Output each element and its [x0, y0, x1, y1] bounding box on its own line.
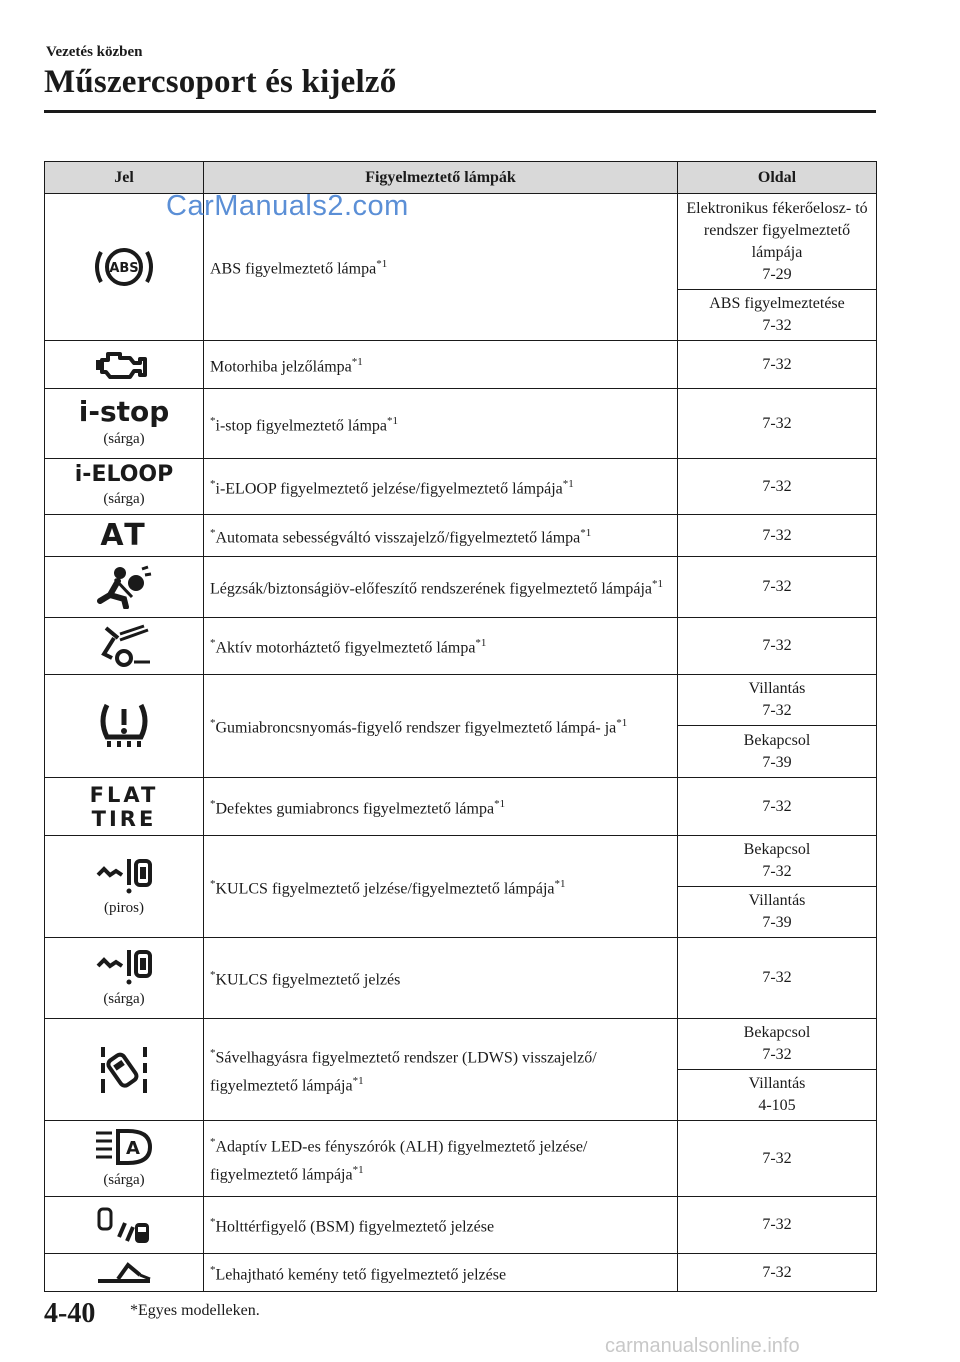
page-reference: Bekapcsol 7-32	[678, 836, 877, 887]
flat-tire-icon: FLAT TIRE	[89, 782, 159, 831]
blind-spot-icon	[95, 1205, 153, 1245]
table-row	[45, 1254, 877, 1292]
page-reference: 7-32	[678, 1121, 877, 1197]
table-row	[45, 778, 877, 836]
watermark-text: CarManuals2.com	[166, 190, 409, 222]
lamp-description: *Automata sebességváltó visszajelző/figyelmeztető lámpa$^{*1}$	[204, 515, 678, 557]
page-reference: Bekapcsol 7-39	[678, 726, 877, 778]
symbol-cell	[45, 618, 204, 675]
symbol-cell	[45, 389, 204, 459]
lamp-description: *Defektes gumiabroncs figyelmeztető lámpa$^{*1}$	[204, 778, 678, 836]
page-reference: Elektronikus fékerőelosz- tó rendszer figyelmeztető lámpája 7-29	[678, 194, 877, 290]
table-row	[45, 557, 877, 618]
lamp-description: *i-ELOOP figyelmeztető jelzése/figyelmeztető lámpája$^{*1}$	[204, 459, 678, 515]
page-reference: Villantás 7-39	[678, 887, 877, 938]
symbol-cell	[45, 459, 204, 515]
key-icon	[94, 855, 154, 895]
lamp-description: *Lehajtható kemény tető figyelmeztető jelzése	[204, 1254, 678, 1292]
table-row	[45, 459, 877, 515]
symbol-cell	[45, 938, 204, 1019]
abs-icon	[91, 244, 157, 290]
color-note: (sárga)	[103, 490, 145, 507]
table-row	[45, 389, 877, 459]
page-number: 4-40	[44, 1298, 96, 1329]
color-note: (sárga)	[103, 991, 145, 1007]
symbol-cell	[45, 778, 204, 836]
table-row	[45, 1197, 877, 1254]
key-icon	[94, 946, 154, 986]
header-page: Oldal	[678, 162, 877, 194]
warning-lamp-table	[44, 161, 877, 1292]
lane-departure-icon	[97, 1043, 151, 1097]
i-stop-icon: i-stop	[78, 394, 170, 428]
retractable-roof-icon	[94, 1261, 154, 1285]
title-divider	[44, 110, 876, 113]
header-lamp: Figyelmeztető lámpák	[204, 162, 678, 194]
symbol-cell	[45, 515, 204, 557]
symbol-cell	[45, 1254, 204, 1292]
lamp-description: *Gumiabroncsnyomás-figyelő rendszer figyelmeztető lámpá- $ja^{*1}$	[204, 675, 678, 778]
section-heading: Vezetés közben	[46, 44, 143, 60]
table-row	[45, 1019, 877, 1070]
lamp-description: *Aktív motorháztető figyelmeztető lámpa$^{*1}$	[204, 618, 678, 675]
page-title: Műszercsoport és kijelző	[44, 64, 397, 100]
table-row	[45, 675, 877, 726]
lamp-description: *Sávelhagyásra figyelmeztető rendszer (LDWS) visszajelző/ figyelmeztető lámpája$^{*1}$	[204, 1019, 678, 1121]
active-bonnet-icon	[96, 624, 152, 668]
symbol-cell	[45, 341, 204, 389]
page-reference: ABS figyelmeztetése 7-32	[678, 290, 877, 341]
color-note: (piros)	[104, 899, 144, 916]
page-reference: 7-32	[678, 341, 877, 389]
page-reference: 7-32	[678, 618, 877, 675]
symbol-cell	[45, 836, 204, 938]
engine-icon	[94, 348, 154, 382]
page-reference: 7-32	[678, 778, 877, 836]
table-row	[45, 836, 877, 887]
table-row	[45, 618, 877, 675]
table-row	[45, 515, 877, 557]
lamp-description: ABS figyelmeztető lámpa$^{*1}$	[204, 194, 678, 341]
lamp-description: *KULCS figyelmeztető jelzése/figyelmeztető lámpája$^{*1}$	[204, 836, 678, 938]
lamp-description: Légzsák/biztonságiöv-előfeszítő rendszerének figyelmeztető lámpája$^{*1}$	[204, 557, 678, 618]
table-row	[45, 1121, 877, 1197]
symbol-cell	[45, 1019, 204, 1121]
page-reference: Villantás 7-32	[678, 675, 877, 726]
color-note: (sárga)	[103, 1171, 145, 1188]
page-reference: 7-32	[678, 1254, 877, 1292]
lamp-description: Motorhiba jelzőlámpa$^{*1}$	[204, 341, 678, 389]
symbol-cell	[45, 1121, 204, 1197]
adaptive-headlight-icon	[94, 1127, 154, 1167]
page-reference: 7-32	[678, 557, 877, 618]
page-reference: Bekapcsol 7-32	[678, 1019, 877, 1070]
lamp-description: *KULCS figyelmeztető jelzés	[204, 938, 678, 1019]
svg-text:A: A	[126, 1137, 140, 1159]
page-reference: 7-32	[678, 459, 877, 515]
header-symbol: Jel	[45, 162, 204, 194]
table-header-row	[45, 162, 877, 194]
airbag-icon	[96, 565, 152, 609]
tire-pressure-icon	[95, 701, 153, 751]
footnote: *Egyes modelleken.	[130, 1302, 260, 1319]
lamp-description: *i-stop figyelmeztető lámpa$^{*1}$	[204, 389, 678, 459]
color-note: (sárga)	[103, 430, 145, 447]
site-watermark: carmanualsonline.info	[605, 1335, 800, 1357]
at-icon: AT	[100, 517, 148, 553]
page-reference: Villantás 4-105	[678, 1070, 877, 1121]
page-reference: 7-32	[678, 389, 877, 459]
page-reference: 7-32	[678, 1197, 877, 1254]
table-row	[45, 341, 877, 389]
page-reference: 7-32	[678, 938, 877, 1019]
lamp-description: *Adaptív LED-es fényszórók (ALH) figyelmeztető jelzése/ figyelmeztető lámpája$^{*1}$	[204, 1121, 678, 1197]
symbol-cell	[45, 1197, 204, 1254]
symbol-cell	[45, 675, 204, 778]
i-eloop-icon: i-ELOOP	[74, 461, 174, 487]
symbol-cell	[45, 557, 204, 618]
lamp-description: *Holttérfigyelő (BSM) figyelmeztető jelzése	[204, 1197, 678, 1254]
table-row	[45, 938, 877, 1019]
svg-text:ABS: ABS	[109, 261, 139, 276]
page-reference: 7-32	[678, 515, 877, 557]
